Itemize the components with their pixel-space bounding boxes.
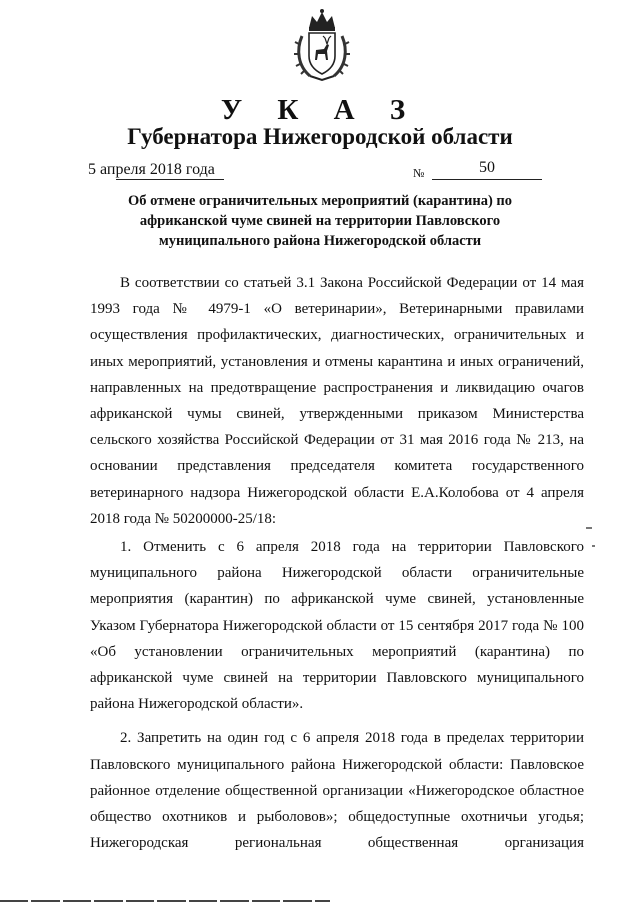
date-underline xyxy=(116,179,224,180)
clause-2-paragraph: 2. Запретить на один год с 6 апреля 2018 года в пределах территории Павловского муниципального района Нижегородской области: Павловское районное отделение общественной организации «Нижегородское областное общество охотников и рыболовов»; общедоступные охотничьи угодья; Нижегородская региональная общественная организация xyxy=(90,730,584,852)
decree-number: 50 xyxy=(479,159,495,176)
decree-subject xyxy=(90,191,550,251)
scan-artifact xyxy=(586,527,592,529)
page-bottom-edge xyxy=(0,900,330,902)
decree-issuer: Губернатора Нижегородской области xyxy=(127,124,513,149)
number-sign: № xyxy=(413,166,425,180)
number-underline xyxy=(432,179,542,180)
scan-artifact xyxy=(592,545,595,547)
subject-line: африканской чуме свиней на территории Павловского xyxy=(139,213,501,229)
decree-date: 5 апреля 2018 года xyxy=(88,161,215,178)
preamble-paragraph: В соответствии со статьей 3.1 Закона Российской Федерации от 14 мая 1993 года № 4979-1 «О ветеринарии», Ветеринарными правилами осуществления профилактических, диагностических, ограничительных и иных мероприятий, установления и отмены карантина и иных ограничений, направленных на предотвращение распространения и ликвидацию очагов африканской чумы свиней, утвержденными приказом Министерства сельского хозяйства Российской Федерации от 31 мая 2016 года № 213, на основании представления председателя комитета государственного ветеринарного надзора Нижегородской области Е.А.Колобова от 4 апреля 2018 года № 50200000-25/18: xyxy=(90,275,584,527)
clause-1-paragraph: 1. Отменить с 6 апреля 2018 года на территории Павловского муниципального района Нижегородской области ограничительные мероприятия (карантин) по африканской чуме свиней, установленные Указом Губернатора Нижегородской области от 15 сентября 2017 года № 100 «Об установлении ограничительных мероприятий (карантина) по африканской чуме свиней на территории Павловского муниципального района Нижегородской области». xyxy=(90,539,584,713)
subject-line: Об отмене ограничительных мероприятий (карантина) по xyxy=(127,193,513,209)
decree-body xyxy=(90,270,584,856)
decree-title: У К А З xyxy=(220,94,420,126)
subject-line: муниципального района Нижегородской области xyxy=(158,233,482,249)
coat-of-arms-icon xyxy=(294,8,350,82)
